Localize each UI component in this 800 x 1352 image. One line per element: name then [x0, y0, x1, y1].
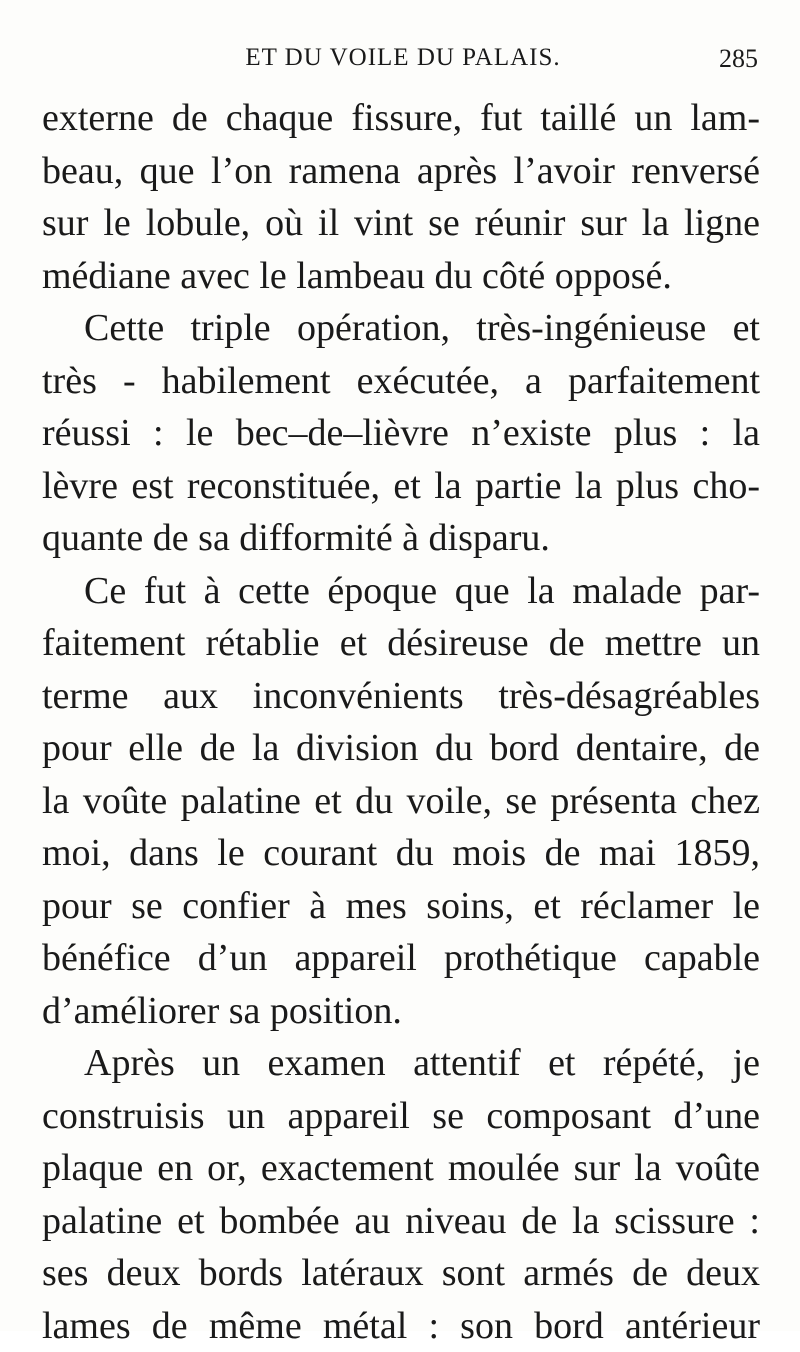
page-number: 285: [719, 44, 758, 74]
paragraph-4: [42, 1037, 760, 1352]
text-line: bénéfice d’un appareil prothétique capable: [42, 932, 760, 985]
text-line: la voûte palatine et du voile, se présenta chez: [42, 775, 760, 828]
running-title: ET DU VOILE DU PALAIS.: [48, 44, 758, 72]
text-line: très - habilement exécutée, a parfaitement: [42, 355, 760, 408]
text-line: beau, que l’on ramena après l’avoir renversé: [42, 145, 760, 198]
text-line: médiane avec le lambeau du côté opposé.: [42, 250, 760, 303]
text-line: ses deux bords latéraux sont armés de deux: [42, 1247, 760, 1300]
text-line: pour elle de la division du bord dentaire, de: [42, 722, 760, 775]
text-line: lèvre est reconstituée, et la partie la plus cho-: [42, 460, 760, 513]
text-line: quante de sa difformité à disparu.: [42, 512, 760, 565]
text-line: moi, dans le courant du mois de mai 1859,: [42, 827, 760, 880]
text-line: Cette triple opération, très-ingénieuse et: [42, 302, 760, 355]
text-line: pour se confier à mes soins, et réclamer le: [42, 880, 760, 933]
text-line: terme aux inconvénients très-désagréables: [42, 670, 760, 723]
paragraph-1: [42, 92, 760, 302]
paragraph-3: [42, 565, 760, 1038]
text-line: Après un examen attentif et répété, je: [42, 1037, 760, 1090]
text-line: plaque en or, exactement moulée sur la voûte: [42, 1142, 760, 1195]
running-head: [48, 40, 758, 80]
text-line: externe de chaque fissure, fut taillé un lam-: [42, 92, 760, 145]
text-line: construisis un appareil se composant d’une: [42, 1090, 760, 1143]
text-line: Ce fut à cette époque que la malade par-: [42, 565, 760, 618]
text-line: lames de même métal : son bord antérieur: [42, 1300, 760, 1352]
text-line: réussi : le bec–de–lièvre n’existe plus : la: [42, 407, 760, 460]
body-text: [42, 92, 760, 1352]
text-line: faitement rétablie et désireuse de mettre un: [42, 617, 760, 670]
paragraph-2: [42, 302, 760, 565]
text-line: sur le lobule, où il vint se réunir sur la ligne: [42, 197, 760, 250]
text-line: d’améliorer sa position.: [42, 985, 760, 1038]
text-line: palatine et bombée au niveau de la scissure :: [42, 1195, 760, 1248]
